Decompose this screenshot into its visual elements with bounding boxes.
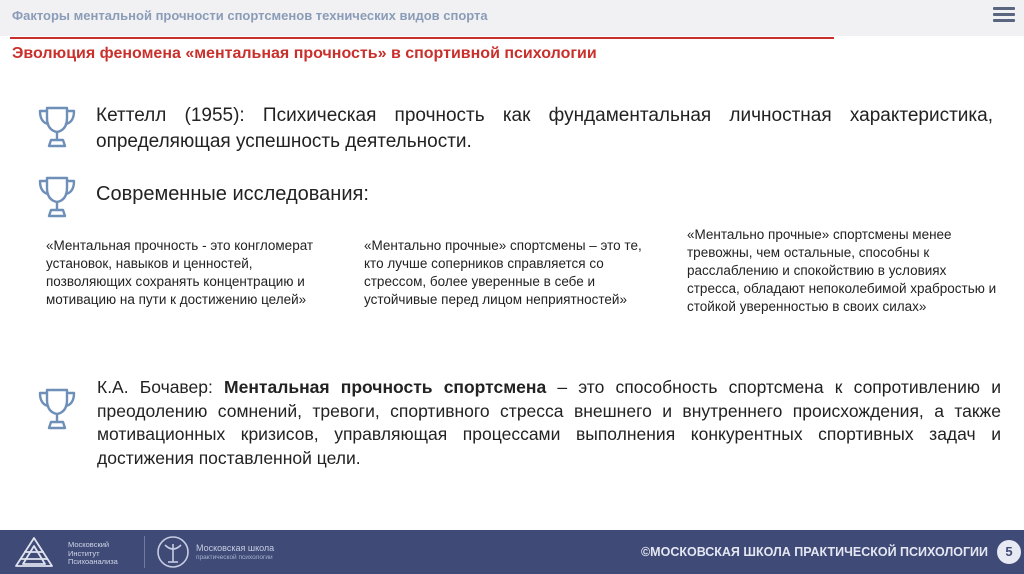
institute-logo-text	[68, 541, 118, 567]
bochaver-definition	[97, 376, 1001, 470]
logo-divider	[144, 536, 145, 568]
hamburger-menu-icon[interactable]	[993, 7, 1015, 23]
institute-logo-icon	[14, 536, 54, 568]
cattell-definition: Кеттелл (1955): Психическая прочность как фундаментальная личностная характеристика, определяющая успешность деятельности.	[96, 105, 993, 152]
logo-line: Институт	[68, 548, 100, 558]
research-quote: «Ментальная прочность - это конгломерат установок, навыков и ценностей, позволяющих сохранять концентрацию и мотивацию на пути к достижению целей»	[46, 238, 314, 307]
presentation-subtitle: Факторы ментальной прочности спортсменов технических видов спорта	[12, 8, 488, 23]
research-quote: «Ментально прочные» спортсмены менее тревожны, чем остальные, способны к расслаблению и спокойствию в условиях стресса, обладают непоколебимой храбростью и стойкой уверенностью в своих силах»	[687, 227, 997, 314]
modern-research-heading: Современные исследования:	[96, 183, 369, 205]
bochaver-term: Ментальная прочность спортсмена	[224, 377, 547, 397]
research-quote: «Ментально прочные» спортсмены – это те, кто лучше соперников справляется со стрессом, более уверенные в себе и устойчивые перед лицом неприятностей»	[364, 238, 642, 307]
school-name: Московская школа	[196, 543, 275, 553]
school-logo-text	[196, 543, 274, 563]
title-divider	[10, 37, 834, 39]
logo-line: Московский	[68, 540, 110, 549]
bochaver-author: К.А. Бочавер:	[97, 377, 225, 397]
footer-bar	[0, 530, 1024, 574]
school-logo-icon	[156, 535, 190, 569]
bochaver-text: – это способность спортсмена к сопротивлению и преодолению сомнений, тревоги, спортивного стресса внешнего и внутреннего происхождения, а также мотивационных кризисов, управляющая процессами выполнения конкурентных спортивных задач и достижения поставленной цели.	[97, 377, 1001, 468]
slide-title: Эволюция феномена «ментальная прочность» в спортивной психологии	[12, 45, 597, 62]
trophy-cup-icon	[36, 104, 78, 150]
logo-line: Психоанализа	[68, 557, 118, 566]
copyright-text: ©МОСКОВСКАЯ ШКОЛА ПРАКТИЧЕСКОЙ ПСИХОЛОГИИ	[640, 545, 988, 559]
trophy-cup-icon	[36, 386, 78, 432]
page-number-badge: 5	[997, 540, 1021, 564]
school-subtitle: практической психологии	[196, 554, 273, 561]
trophy-cup-icon	[36, 174, 78, 220]
top-bar	[0, 0, 1024, 36]
